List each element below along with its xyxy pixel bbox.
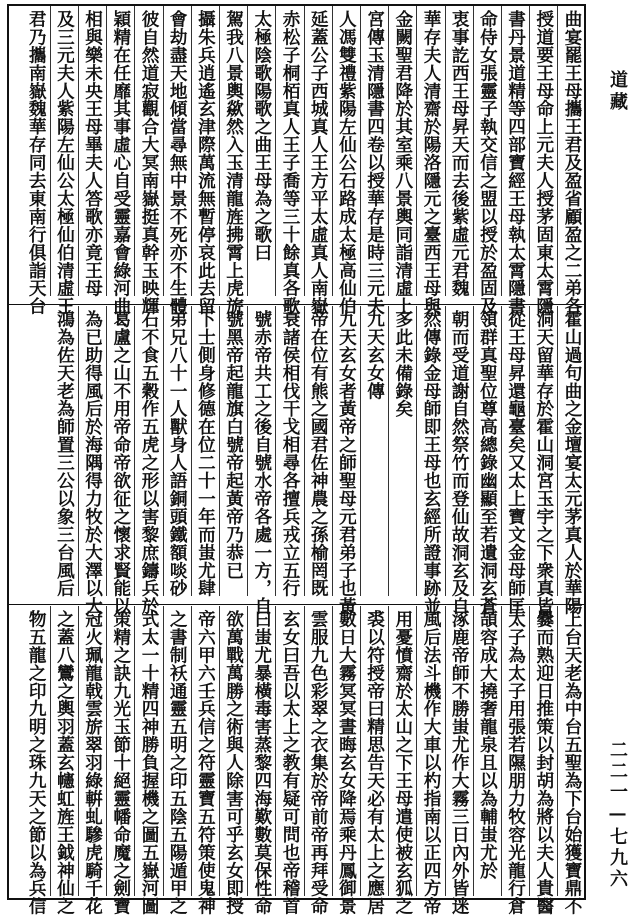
text-column: 號黑帝起龍旗白號帝起黃帝乃恭已 xyxy=(223,310,245,580)
column-rule xyxy=(416,6,417,296)
column-rule xyxy=(219,306,220,596)
text-column: 從王母昇還龜臺矣又太上寶文金母師匡 xyxy=(505,310,527,616)
column-rule xyxy=(134,306,135,596)
column-rule xyxy=(50,6,51,296)
column-rule xyxy=(50,606,51,896)
text-column: 多此未備錄矣 xyxy=(392,310,414,418)
text-column: 石不食五穀作五虎之形以害黎庶鑄兵於 xyxy=(139,310,160,616)
text-column: 九天玄女傳 xyxy=(364,310,386,400)
text-column: 數日大霧冥冥晝晦玄女降焉乘丹鳳御景 xyxy=(336,610,358,915)
column-rule xyxy=(275,606,276,896)
column-rule xyxy=(416,606,417,896)
text-column: 攝朱兵逍遙玄津際萬流無暫停哀此去留 xyxy=(195,10,217,316)
text-column: 欲萬戰萬勝之術與人除害可乎玄女即授 xyxy=(223,610,245,915)
text-column: 宮傳玉清隱書四卷以授華存是時三元夫 xyxy=(364,10,386,316)
page-number: 二二一—七九六 xyxy=(607,740,628,890)
column-rule xyxy=(78,6,79,296)
column-rule xyxy=(388,6,389,296)
column-rule xyxy=(219,606,220,896)
text-column: 帝六甲六壬兵信之符靈寶五符策使鬼神 xyxy=(195,610,217,915)
column-rule xyxy=(360,306,361,596)
text-column: 會劫盡天地傾當尋無中景不死亦不生體 xyxy=(167,10,189,316)
text-column: 命侍女張靈子執交信之盟以授於盈固及 xyxy=(477,10,499,316)
text-column: 書丹景道精等四部寶經王母執太霄隱書 xyxy=(505,10,527,316)
column-rule xyxy=(247,6,248,296)
text-column: 太子為太子用張若隰朋力牧容光龍行倉 xyxy=(505,610,527,915)
text-column: 人馮雙禮紫陽左仙公石路成太極高仙伯 xyxy=(336,10,358,316)
column-rule xyxy=(360,6,361,296)
column-rule xyxy=(219,6,220,296)
column-rule xyxy=(304,306,305,596)
column-rule xyxy=(106,6,107,296)
text-column: 上台天老為中台五聖為下台始獲寶鼎不 xyxy=(562,610,583,915)
text-column: 裘以符授帝曰精思告天必有太上之應居 xyxy=(364,610,386,915)
text-column: 鴻為佐天老為師置三公以象三台風后 xyxy=(54,310,76,598)
column-rule xyxy=(78,606,79,896)
text-column: 赤松子桐栢真人王子喬等三十餘真各歌 xyxy=(280,10,301,316)
text-column: 霍山過句曲之金壇宴太元茅真人於華陽 xyxy=(562,310,583,616)
column-rule xyxy=(163,6,164,296)
column-rule xyxy=(304,606,305,896)
text-column: 授道要王母命上元夫人授茅固東太霄隱 xyxy=(533,10,555,316)
text-column: 華存夫人清齋於陽洛隱元之臺西王母與 xyxy=(421,10,442,316)
text-column: 玄女曰吾以太上之教有疑可問也帝稽首 xyxy=(280,610,301,915)
text-column: 下士側身修德在位二十一年而蚩尤肆 xyxy=(195,310,217,598)
text-column: 式太一十精四神勝負握機之圖五嶽河圖 xyxy=(139,610,160,915)
column-rule xyxy=(163,306,164,596)
text-column: 衰諸侯相伐干戈相尋各擅兵戎立五行 xyxy=(280,310,301,598)
text-column: 策精之訣九光玉節十絕靈幡命魔之劍寶 xyxy=(110,610,132,915)
column-rule xyxy=(247,306,248,596)
column-rule xyxy=(388,306,389,596)
text-column: 爨而熟迎日推策以封胡為將以夫人貴醫 xyxy=(533,610,555,915)
running-title: 道藏 xyxy=(607,70,628,114)
column-rule xyxy=(134,606,135,896)
text-column: 然傳錄金母師即王母也玄經所證事跡並 xyxy=(421,310,442,616)
text-column: 駕我八景輿歘然入玉清龍旌拂霄上虎旂 xyxy=(223,10,245,316)
text-column: 相與樂未央王母畢夫人答歌亦竟王母 xyxy=(82,10,104,298)
text-column: 及三元夫人紫陽左仙公太極仙伯清虛王 xyxy=(54,10,76,316)
column-rule xyxy=(247,606,248,896)
column-rule xyxy=(388,606,389,896)
text-column: 雲服九色彩翠之衣集於帝前帝再拜受命 xyxy=(308,610,330,915)
text-column: 穎精在任靡其事虛心自受靈嘉會綠河曲 xyxy=(110,10,132,316)
column-rule xyxy=(529,6,530,296)
column-rule xyxy=(304,6,305,296)
text-column: 領群真聖位尊高總錄幽顯至若遺洞玄蒼 xyxy=(477,310,499,616)
column-rule xyxy=(473,606,474,896)
text-column: 彼自然道寂觀合大冥南嶽挺真幹玉映輝 xyxy=(139,10,160,316)
text-column: 物五龍之印九明之珠九天之節以為兵信 xyxy=(26,610,48,915)
text-column: 之書制袄通靈五明之印五陰五陽遁甲之 xyxy=(167,610,189,915)
text-column: 延蓋公子西城真人王方平太虛真人南嶽 xyxy=(308,10,330,316)
text-column: 金闕聖君降於其室乘八景輿同詣清虛上 xyxy=(392,10,414,316)
column-rule xyxy=(473,306,474,596)
text-column: 涿鹿帝師不勝蚩尤作大霧三日內外皆迷 xyxy=(449,610,471,915)
column-rule xyxy=(332,6,333,296)
text-column: 號赤帝共工之後自號水帝各處一方，自 xyxy=(251,310,273,616)
text-column: 葛盧之山不用帝命帝欲征之懷求賢能以 xyxy=(110,310,132,616)
text-column: 帝在位有熊之國君佐神農之孫榆罔既 xyxy=(308,310,330,598)
text-column: 冠火珮龍戟雲旂翠羽綠輧虬驂虎騎千花 xyxy=(82,610,104,915)
column-rule xyxy=(78,306,79,596)
column-rule xyxy=(332,306,333,596)
column-rule xyxy=(191,606,192,896)
text-column: 洞天留華存於霍山洞宮玉宇之下衆真皆 xyxy=(533,310,555,616)
text-column: 頡容成大撓奢龍泉且以為輔蚩尤於 xyxy=(477,610,499,880)
column-rule xyxy=(163,606,164,896)
column-rule xyxy=(134,6,135,296)
text-column: 太極陰歌陽歌之曲王母為之歌曰 xyxy=(251,10,273,262)
text-column: 為已助得風后於海隅得力牧於大澤以大 xyxy=(82,310,104,616)
column-rule xyxy=(557,6,558,296)
column-rule xyxy=(275,306,276,596)
text-column: 九天玄女者黃帝之師聖母元君弟子也黃 xyxy=(336,310,358,616)
column-rule xyxy=(275,6,276,296)
column-rule xyxy=(529,606,530,896)
column-rule xyxy=(106,606,107,896)
column-rule xyxy=(360,606,361,896)
column-rule xyxy=(445,6,446,296)
text-column: 君乃攜南嶽魏華存同去東南行俱詣天台 xyxy=(26,10,48,316)
text-column: 朝而受道謝自然祭竹而登仙故洞玄及自 xyxy=(449,310,471,616)
text-column: 曰蚩尤暴橫毒害蒸黎四海歎數莫保性命 xyxy=(251,610,273,915)
column-rule xyxy=(529,306,530,596)
column-rule xyxy=(445,306,446,596)
column-rule xyxy=(501,6,502,296)
column-rule xyxy=(501,306,502,596)
text-column: 之蓋八鸞之輿羽蓋玄幰虹旌王鉞神仙之 xyxy=(54,610,76,915)
column-rule xyxy=(501,606,502,896)
column-rule xyxy=(416,306,417,596)
text-column: 曲宴罷王母攜王君及盈省顧盈之二弟各 xyxy=(562,10,583,316)
column-rule xyxy=(445,606,446,896)
text-column: 衷事訖西王母昇天而去後紫虛元君魏 xyxy=(449,10,471,298)
text-column: 弟兄八十一人獸身人語銅頭鐵額啖砂 xyxy=(167,310,189,598)
column-rule xyxy=(106,306,107,596)
column-rule xyxy=(191,6,192,296)
column-rule xyxy=(557,606,558,896)
column-rule xyxy=(191,306,192,596)
column-rule xyxy=(557,306,558,596)
text-column: 風后法斗機作大車以杓指南以正四方帝 xyxy=(421,610,442,915)
column-rule xyxy=(332,606,333,896)
column-rule xyxy=(473,6,474,296)
text-column: 用憂憤齋於太山之下王母遣使被玄狐之 xyxy=(392,610,414,915)
